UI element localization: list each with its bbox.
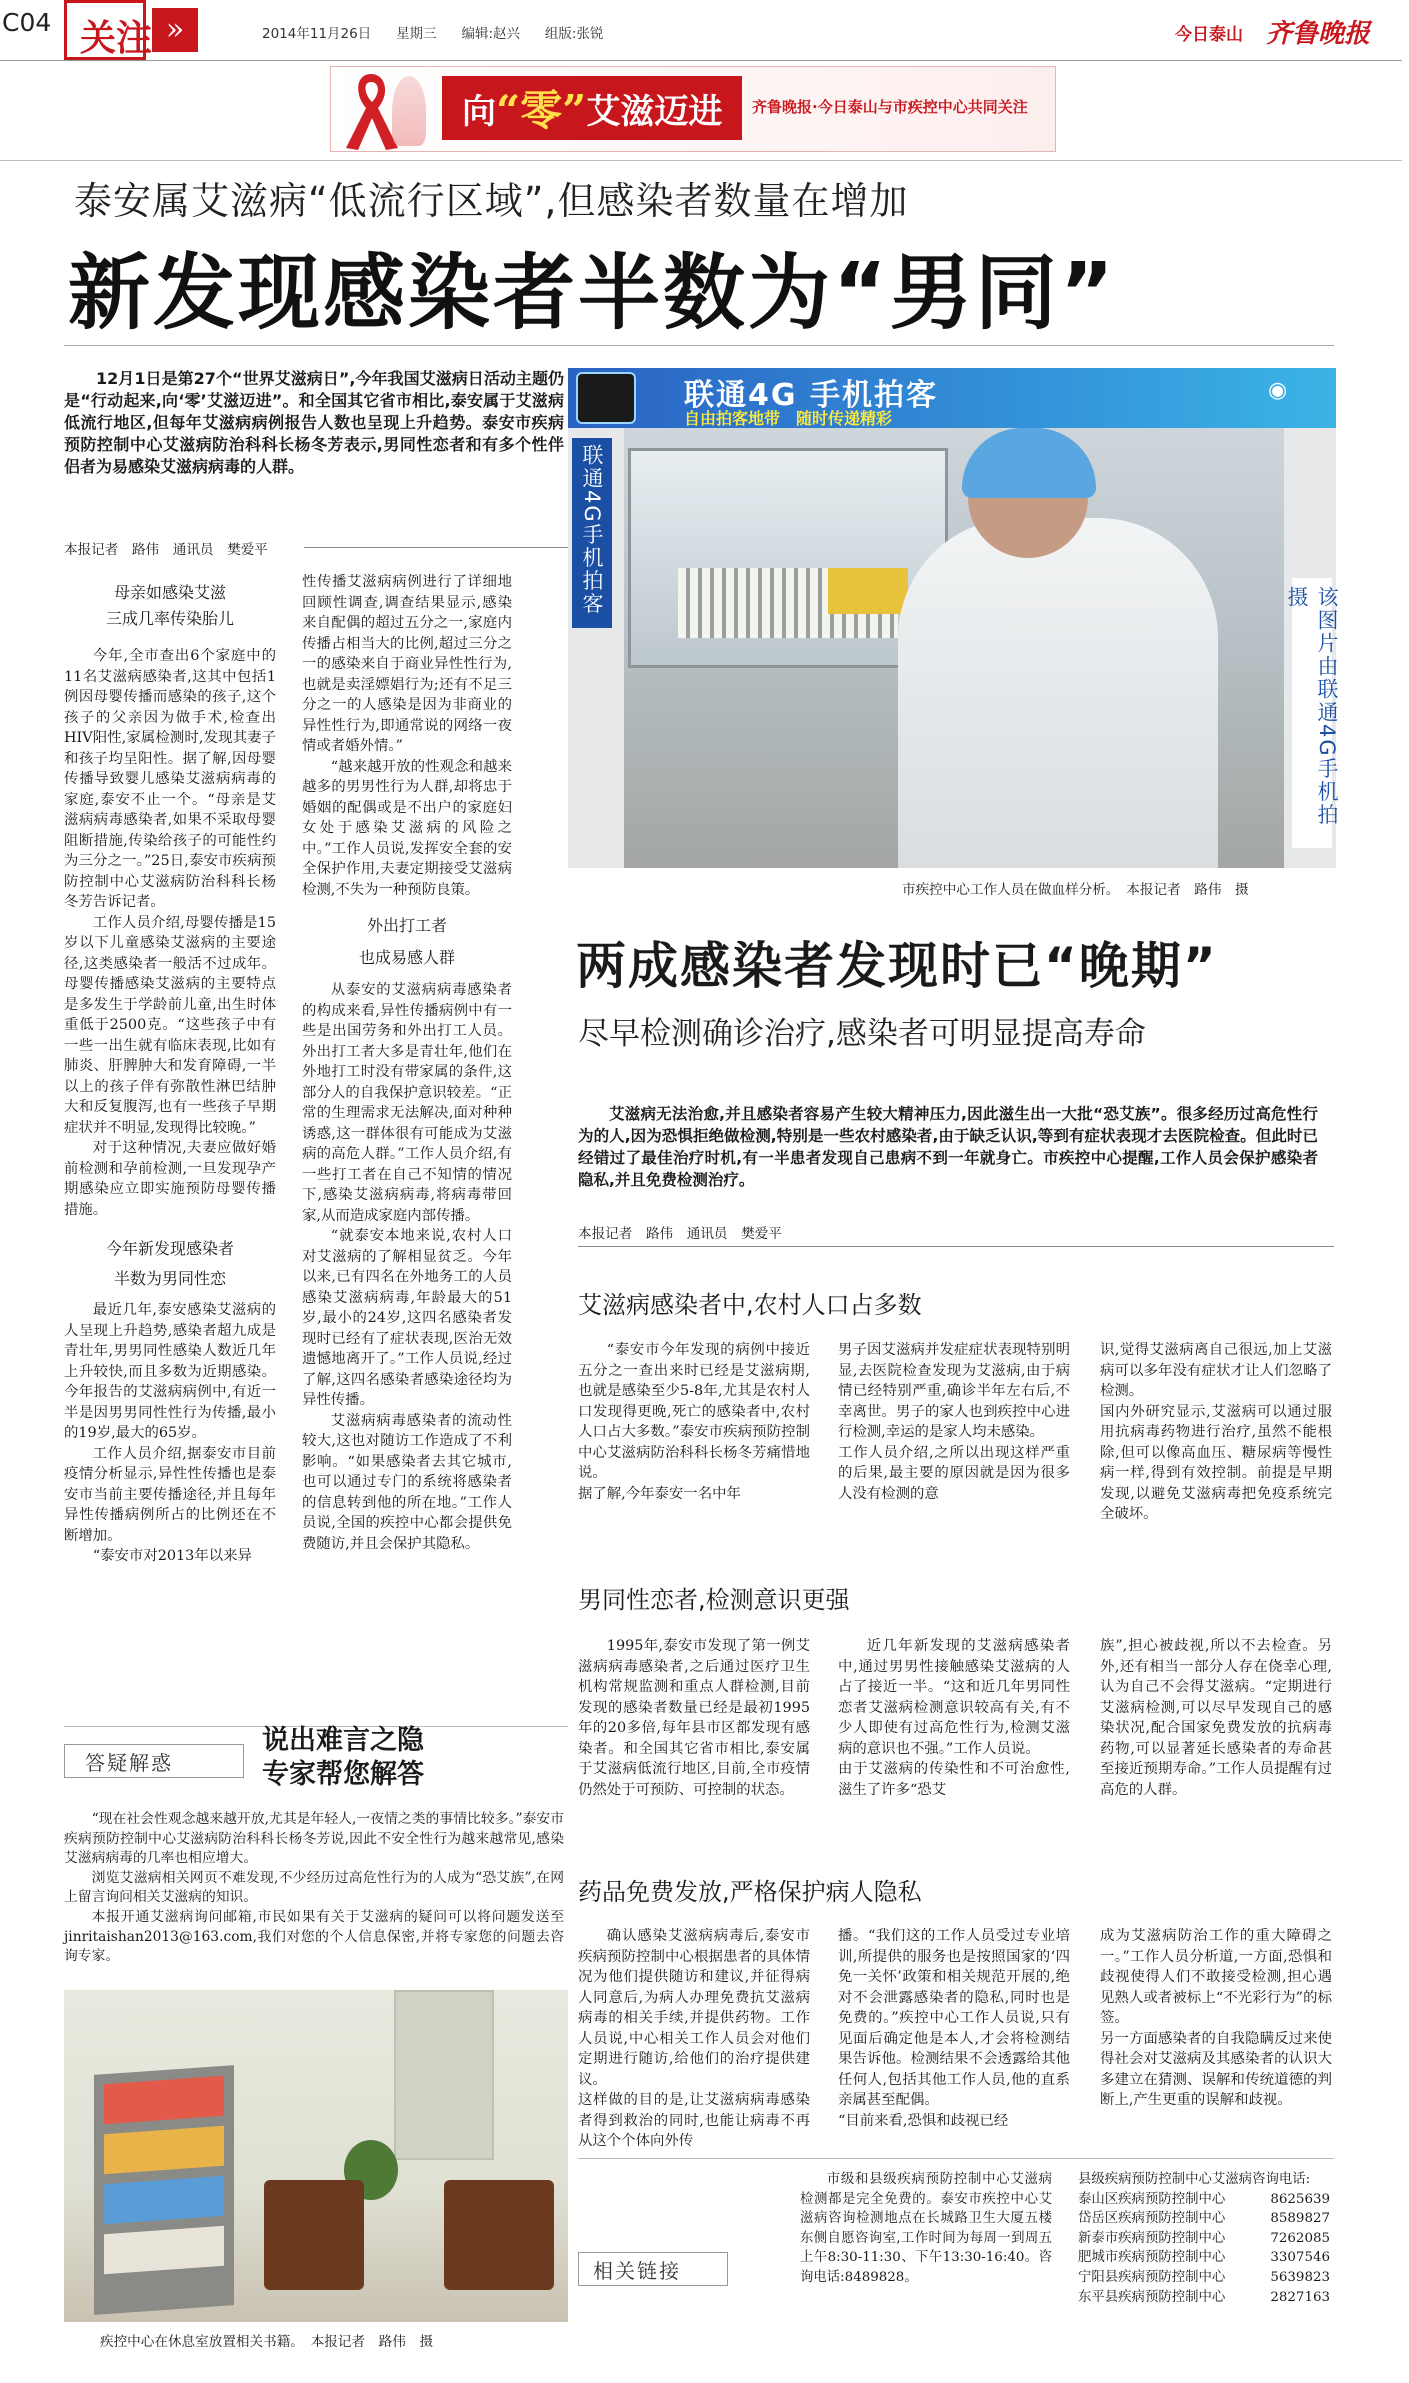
edition-name: 今日泰山 [1175,25,1243,45]
photo-ad-title: 联通4G 手机拍客 [684,378,938,413]
right-sec1-col3: 识,觉得艾滋病离自己很远,加上艾滋病可以多年没有症状才让人们忽略了检测。 国内外研究显示,艾滋病可以通过服用抗病毒药物进行治疗,虽然不能根除,但可以像高血压、糖尿病等慢性病一样,得到有效控制。前提是早期发现,以避免艾滋病毒把免疫系统完全破坏。 [1100,1342,1332,1522]
paper-logo: 齐鲁晚报 [1266,19,1371,49]
photo-chair-left [264,2180,364,2290]
subhead-newfound-line2: 半数为男同性恋 [113,1269,226,1288]
header-rule [0,60,1402,61]
subhead-newfound-line1: 今年新发现感染者 [105,1239,234,1258]
photo-worker-body [898,518,1218,868]
photo-chair-right [444,2180,554,2290]
left-col-1 [64,572,276,1567]
phone-row: 东平县疾病预防控制中心 2827163 [1078,2289,1330,2305]
photo-ad-phone-icon [576,372,636,424]
related-tag [578,2252,728,2286]
main-photo [568,368,1339,868]
left-col1-para5: 工作人员介绍,据泰安市目前疫情分析显示,异性性传播也是泰安市当前主要传播途径,并且每年异性传播病例所占的比例还在不断增加。 [64,1445,276,1544]
phone-row: 宁阳县疾病预防控制中心 5639823 [1078,2269,1330,2285]
header-date: 2014年11月26日 [262,26,372,42]
related-phones [1078,2170,1330,2307]
banner-slogan-prefix: 向 [462,91,496,132]
banner-rule [0,160,1402,161]
main-photo-caption: 市疾控中心工作人员在做血样分析。 本报记者 路伟 摄 [902,882,1249,898]
left-col1-para2: 工作人员介绍,母婴传播是15岁以下儿童感染艾滋病的主要途径,这类感染者一般活不过成年。母婴传播感染艾滋病的主要特点是多发生于学龄前儿童,出生时体重低于2500克。“这些孩子中有一些一出生就有临床表现,比如有肺炎、肝脾肿大和发育障碍,一半以上的孩子伴有弥散性淋巴结肿大和反复腹泻,也有一些孩子早期症状并不明显,发现得比较晚。” [64,914,276,1136]
left-col1-para4: 最近几年,泰安感染艾滋病的人呈现上升趋势,感染者超九成是青壮年,男男同性感染人数近几年上升较快,而且多数为近期感染。今年报告的艾滋病病例中,有近一半是因男男同性性行为传播,最小的19岁,最大的65岁。 [64,1302,276,1441]
left-col1-para6: “泰安市对2013年以来异 [92,1548,252,1564]
faq-title-line2: 专家帮您解答 [262,1759,424,1790]
faq-para2: 浏览艾滋病相关网页不难发现,不少经历过高危性行为的人成为“恐艾族”,在网上留言询问相关艾滋病的知识。 [64,1869,564,1906]
related-tag-label: 相关链接 [593,2258,681,2283]
left-col2-para1: 性传播艾滋病病例进行了详细地回顾性调查,调查结果显示,感染来自配偶的超过五分之一,家庭内传播占相当大的比例,超过三分之一的感染来自于商业异性性行为,也就是卖淫嫖娼行为;还有不足三分之一的人感染是因为非商业的异性性行为,即通常说的网络一夜情或者婚外情。” [302,574,512,754]
headline-main: 新发现感染者半数为“男同” [68,246,1117,341]
right-sec2-col1: 1995年,泰安市发现了第一例艾滋病病毒感染者,之后通过医疗卫生机构常规监测和重点人群检测,目前发现的感染者数量已经是最初1995年的20多倍,每年县市区都发现有感染者。和全国其它省市相比,泰安属于艾滋病低流行地区,目前,全市疫情仍然处于可预防、可控制的状态。 [578,1638,810,1798]
left-col1-para1: 今年,全市查出6个家庭中的11名艾滋病感染者,这其中包括1例因母婴传播而感染的孩子,这个孩子的父亲因为做手术,检查出HIV阳性,家属检测时,发现其妻子和孩子均呈阳性。据了解,因母婴传播导致婴儿感染艾滋病病毒的家庭,泰安不止一个。“母亲是艾滋病病毒感染者,如果不采取母婴阻断措施,传染给孩子的可能性约为三分之一。”25日,泰安市疾病预防控制中心艾滋病防治科科长杨冬芳告诉记者。 [64,648,276,910]
related-phones-title: 县级疾病预防控制中心艾滋病咨询电话: [1078,2172,1311,2187]
lead-byline: 本报记者 路伟 通讯员 樊爱平 [64,542,268,558]
left-col1-para3: 对于这种情况,夫妻应做好婚前检测和孕前检测,一旦发现孕产期感染应立即实施预防母婴传播措施。 [64,1140,276,1218]
photo-door [394,1990,494,2160]
right-sec3-title: 药品免费发放,严格保护病人隐私 [578,1878,922,1906]
related-text: 市级和县级疾病预防控制中心艾滋病检测都是完全免费的。泰安市疾控中心艾滋病咨询检测地点在长城路卫生大厦五楼东侧自愿咨询室,工作时间为每周一到周五上午8:30-11:30、下午13:30-16:40。咨询电话:8489828。 [800,2172,1052,2285]
subhead-migrant [302,910,512,974]
right-sec3-col2: 播。“我们这的工作人员受过专业培训,所提供的服务也是按照国家的‘四免一关怀’政策和相关规范开展的,绝对不会泄露感染者的隐私,同时也是免费的。”疾控中心工作人员说,只有见面后确定他是本人,才会将检测结果告诉他。检测结果不会透露给其他任何人,包括其他工作人员,他的直系亲属甚至配偶。 “目前来看,恐惧和歧视已经 [838,1928,1070,2129]
left-col2-para4: “就泰安本地来说,农村人口对艾滋病的了解相显贫乏。今年以来,已有四名在外地务工的人员感染艾滋病病毒,年龄最大的51岁,最小的24岁,这四名感染者发现时已经有了症状表现,医治无效遗憾地离开了。”工作人员说,经过了解,这四名感染者感染途径均为异性传播。 [302,1228,512,1408]
left-col2-para3: 从泰安的艾滋病病毒感染者的构成来看,异性传播病例中有一些是出国劳务和外出打工人员。外出打工者大多是青壮年,他们在外地打工时没有带家属的条件,这部分人的自我保护意识较差。“正常的生理需求无法解决,面对种种诱惑,这一群体很有可能成为艾滋病的高危人群。”工作人员介绍,有一些打工者在自己不知情的情况下,感染艾滋病病毒,将病毒带回家,从而造成家庭内部传播。 [302,982,512,1224]
right-lead: 艾滋病无法治愈,并且感染者容易产生较大精神压力,因此滋生出一大批“恐艾族”。很多经历过高危性行为的人,因为恐惧拒绝做检测,特别是一些农村感染者,由于缺乏认识,等到有症状表现才去医院检查。但此时已经错过了最佳治疗时机,有一半患者发现自己患病不到一年就身亡。市疾控中心提醒,工作人员会保护感染者隐私,并且免费检测治疗。 [578,1105,1318,1189]
right-sec3-col1: 确认感染艾滋病病毒后,泰安市疾病预防控制中心根据患者的具体情况为他们提供随访和建议,并征得病人同意后,为病人办理免费抗艾滋病病毒的相关手续,并提供药物。工作人员说,中心相关工作人员会对他们定期进行随访,给他们的治疗提供建议。 这样做的目的是,让艾滋病病毒感染者得到救治的同时,也能让病毒不再从这个个体向外传 [578,1928,810,2149]
photo-yellow-box [828,568,908,614]
banner-organizer: 齐鲁晚报·今日泰山与市疾控中心共同关注 [752,98,1028,116]
right-byline: 本报记者 路伟 通讯员 樊爱平 [578,1226,782,1242]
headline-rule [64,345,1334,346]
right-sec2-col2: 近几年新发现的艾滋病感染者中,通过男男性接触感染艾滋病的人占了接近一半。“这和近几年男同性恋者艾滋病检测意识较高有关,有不少人即使有过高危性行为,检测艾滋病的意识也不强。”工作人员说。 由于艾滋病的传染性和不可治愈性,滋生了许多“恐艾 [838,1638,1070,1798]
related-top-rule [578,2158,1334,2159]
header-meta [262,22,603,42]
faq-tag [64,1744,244,1778]
subhead-mother-line2: 三成几率传染胎儿 [105,609,234,628]
subhead-mother [64,580,276,632]
lead-paragraph: 12月1日是第27个“世界艾滋病日”,今年我国艾滋病日活动主题仍是“行动起来,向‘零’艾滋迈进”。和全国其它省市相比,泰安属于艾滋病低流行地区,但每年艾滋病病例报告人数也呈现上升趋势。泰安市疾病预防控制中心艾滋病防治科科长杨冬芳表示,男同性恋者和有多个性伴侣者为易感染艾滋病病毒的人群。 [64,369,564,476]
faq-para3: 本报开通艾滋病询问邮箱,市民如果有关于艾滋病的疑问可以将问题发送至jinritaishan2013@163.com,我们对您的个人信息保密,并将专家您的问题去咨询专家。 [64,1908,564,1965]
faq-title-line1: 说出难言之隐 [262,1725,424,1756]
header-weekday: 星期三 [396,26,437,42]
right-sec1-col1: “泰安市今年发现的病例中接近五分之一查出来时已经是艾滋病期,也就是感染至少5-8年,尤其是农村人口发现得更晚,死亡的感染者中,农村人口占大多数。”泰安市疾病预防控制中心艾滋病防治科科长杨冬芳痛惜地说。 据了解,今年泰安一名中年 [578,1342,810,1502]
phone-row: 新泰市疾病预防控制中心 7262085 [1078,2230,1330,2246]
banner-slogan-suffix: 艾滋迈进 [586,91,723,132]
left-col2-para5: 艾滋病病毒感染者的流动性较大,这也对随访工作造成了不利影响。“如果感染者去其它城市,也可以通过专门的系统将感染者的信息转到他的所在地。”工作人员说,全国的疾控中心都会提供免费随访,并且会保护其隐私。 [302,1412,512,1552]
subhead-migrant-line1: 外出打工者 [366,916,447,935]
bookshelf-photo-caption: 疾控中心在休息室放置相关书籍。 本报记者 路伟 摄 [100,2334,434,2350]
right-sec2-title: 男同性恋者,检测意识更强 [578,1586,850,1614]
headline-kicker: 泰安属艾滋病“低流行区域”,但感染者数量在增加 [74,179,909,223]
page-number: C04 [2,8,52,37]
subhead-migrant-line2: 也成易感人群 [358,948,455,967]
section-arrow-icon: » [152,8,198,52]
right-sec1-col2: 男子因艾滋病并发症症状表现特别明显,去医院检查发现为艾滋病,由于病情已经特别严重,确诊半年左右后,不幸离世。男子的家人也到疾控中心进行检测,幸运的是家人均未感染。 工作人员介绍,之所以出现这样严重的后果,最主要的原因就是因为很多人没有检测的意 [838,1342,1070,1502]
photo-left-vertical-text: 联通4G手机拍客 [580,444,604,616]
header-editor: 编辑:赵兴 [461,26,521,42]
bookshelf-photo [64,1990,568,2322]
photo-right-vertical-text: 该图片由联通4G手机拍摄 [1285,586,1339,827]
photo-left-vertical-tag [572,438,612,628]
right-sec2-col3: 族”,担心被歧视,所以不去检查。另外,还有相当一部分人存在侥幸心理,认为自己不会得艾滋病。“定期进行艾滋病检测,可以尽早发现自己的感染状况,配合国家免费发放的抗病毒药物,可以显著延长感染者的寿命甚至接近预期寿命。”工作人员提醒有过高危的人群。 [1100,1638,1332,1798]
left-col2-para2: “越来越开放的性观念和越来越多的男男性行为人群,却将忠于婚姻的配偶或是不出户的家庭妇女处于感染艾滋病的风险之中。”工作人员说,发挥安全套的安全保护作用,夫妻定期接受艾滋病检测,不失为一种预防良策。 [302,758,512,898]
faq-tag-label: 答疑解惑 [85,1750,173,1775]
photo-ad-subtitle: 自由拍客地带 随时传递精彩 [684,409,893,428]
photo-ad-banner [568,368,1336,428]
left-col-2 [302,572,512,1554]
photo-right-vertical-tag [1285,578,1339,848]
lead-byline-rule [304,547,568,548]
subhead-mother-line1: 母亲如感染艾滋 [113,583,226,602]
header-layout-editor: 组版:张锐 [544,26,604,42]
right-sec3-col3: 成为艾滋病防治工作的重大障碍之一。”工作人员分析道,一方面,恐惧和歧视使得人们不敢接受检测,担心遇见熟人或者被标上“不光彩行为”的标签。 另一方面感染者的自我隐瞒反过来使得社会对艾滋病及其感染者的认识大多建立在猜测、误解和传统道德的判断上,产生更重的误解和歧视。 [1100,1928,1332,2108]
phone-row: 岱岳区疾病预防控制中心 8589827 [1078,2211,1330,2227]
unicom-logo-icon: ◉ [1268,378,1288,403]
banner-slogan [442,76,742,140]
section-label: 关注 [80,17,153,59]
faq-body [64,1810,564,1967]
phone-row: 泰山区疾病预防控制中心 8625639 [1078,2191,1330,2207]
banner-slogan-zero: “零” [496,86,587,135]
right-subheadline: 尽早检测确诊治疗,感染者可明显提高寿命 [578,1016,1146,1052]
faq-title [262,1724,424,1792]
right-sec1-title: 艾滋病感染者中,农村人口占多数 [578,1291,922,1319]
photo-bookshelf [94,2065,234,2315]
right-byline-rule [578,1246,1334,1247]
faq-para1: “现在社会性观念越来越开放,尤其是年轻人,一夜情之类的事情比较多。”泰安市疾病预防控制中心艾滋病防治科科长杨冬芳说,因此不安全性行为越来越常见,感染艾滋病病毒的几率也相应增大。 [64,1811,564,1867]
phone-row: 肥城市疾病预防控制中心 3307546 [1078,2250,1330,2266]
subhead-newfound [64,1234,276,1294]
banner-dancer-graphic [392,76,426,146]
right-headline: 两成感染者发现时已“晚期” [576,937,1218,995]
